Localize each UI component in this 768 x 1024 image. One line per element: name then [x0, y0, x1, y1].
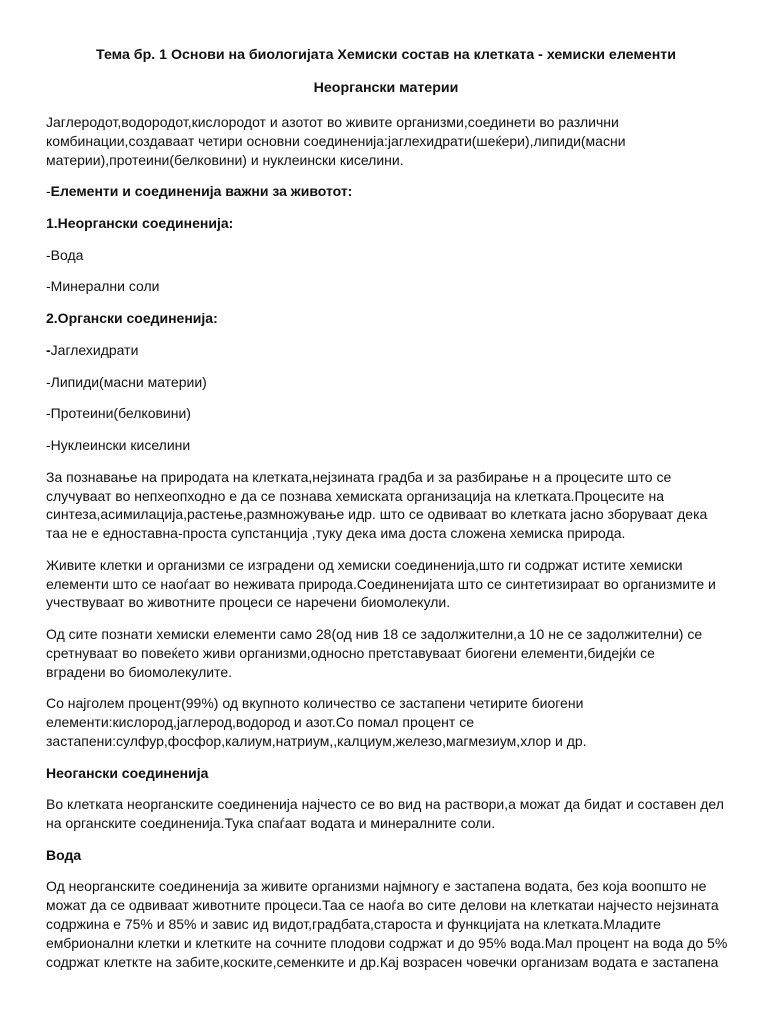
para6-line-1: Од неорганските соединенија за живите организми најмногу е застапена водата, без која воопшто не	[46, 878, 707, 894]
intro-line-3: материи),протеини(белковини) и нуклеински киселини.	[46, 152, 404, 168]
organic-item-carbs-text: Јаглехидрати	[50, 342, 139, 358]
inorganic-item-salts: -Минерални соли	[46, 278, 160, 294]
para1-line-1: За познавање на природата на клетката,нејзината градба и за разбирање н а процесите што се	[46, 469, 672, 485]
organic-item-carbs-dash: -	[46, 342, 51, 358]
neoganski-heading: Неогански соединенија	[46, 765, 209, 781]
organic-item-carbs	[46, 341, 726, 360]
para5-line-2: на органските соединенија.Тука спаѓаат водата и минералните соли.	[46, 815, 496, 831]
elements-heading	[46, 182, 726, 201]
organic-item-lipids: -Липиди(масни материи)	[46, 374, 207, 390]
para3-line-1: Од сите познати хемиски елементи само 28(од нив 18 се задолжителни,а 10 не се задолжителни) се	[46, 626, 703, 642]
para2-line-1: Живите клетки и организми се изградени од хемиски соединенија,што ги содржат истите хемиски	[46, 557, 683, 573]
para3-line-2: сретнуваат во повеќето живи организми,односно претставуваат биогени елементи,бидејќи се	[46, 645, 655, 661]
para6-line-2: можат да се одвиваат животните процеси.Таа се наоѓа во сите делови на клеткатаи најчесто нејзината	[46, 897, 719, 913]
para1-line-4: таа не е едноставна-проста супстанција ,туку дека има доста сложена хемиска природа.	[46, 525, 626, 541]
para5-line-1: Во клетката неорганските соединенија најчесто се во вид на раствори,а можат да бидат и составен дел	[46, 796, 724, 812]
inorganic-heading: 1.Неоргански соединенија:	[46, 215, 234, 231]
elements-heading-text: Елементи и соединенија важни за животот:	[50, 183, 353, 199]
intro-line-2: комбинации,создаваат четири основни соединенија:јаглехидрати(шеќери),липиди(масни	[46, 133, 626, 149]
para6-line-5: содржат клеткте на забите,коските,семенките и др.Кај возрасен човечки организам водата е застапена	[46, 954, 719, 970]
para2-line-3: учествуваат во животните процеси се наречени биомолекули.	[46, 594, 451, 610]
para1-line-3: синтеза,асимилација,растење,размножување идр. што се одвиваат во клетката јасно зборуваат дека	[46, 506, 708, 522]
inorganic-item-water: -Вода	[46, 247, 84, 263]
para4-line-3: застапени:сулфур,фосфор,калиум,натриум,,калциум,железо,магмезиум,хлор и др.	[46, 733, 587, 749]
elements-heading-dash: -	[46, 183, 51, 199]
para4-line-1: Со најголем процент(99%) од вкупното количество се застапени четирите биогени	[46, 695, 584, 711]
intro-line-1: Јаглеродот,водородот,кислородот и азотот во живите организми,соединети во различни	[46, 114, 619, 130]
para2-line-2: елементи што се наоѓаат во неживата природа.Соединенијата што се синтетизираат во организмите и	[46, 576, 716, 592]
para3-line-3: вградени во биомолекулите.	[46, 664, 233, 680]
para6-line-3: содржина е 75% и 85% и завис ид видот,градбата,староста и функцијата на клетката.Младите	[46, 916, 661, 932]
organic-heading: 2.Органски соединенија:	[46, 310, 218, 326]
organic-item-proteins: -Протеини(белковини)	[46, 405, 191, 421]
page-subtitle: Неоргански материи	[313, 80, 459, 96]
organic-item-nucleic: -Нуклеински киселини	[46, 437, 191, 453]
para1-line-2: случуваат во непхеопходно е да се познава хемиската организација на клетката.Процесите на	[46, 488, 664, 504]
voda-heading: Вода	[46, 847, 82, 863]
para4-line-2: елементи:кислород,јаглерод,водород и азот.Со помал процент се	[46, 714, 475, 730]
page-title: Тема бр. 1 Основи на биологијата Хемиски состав на клетката - хемиски елементи	[96, 47, 676, 63]
para6-line-4: ембрионални клетки и клетките на сочните плодови содржат и до 95% вода.Мал процент на вода до 5%	[46, 935, 728, 951]
